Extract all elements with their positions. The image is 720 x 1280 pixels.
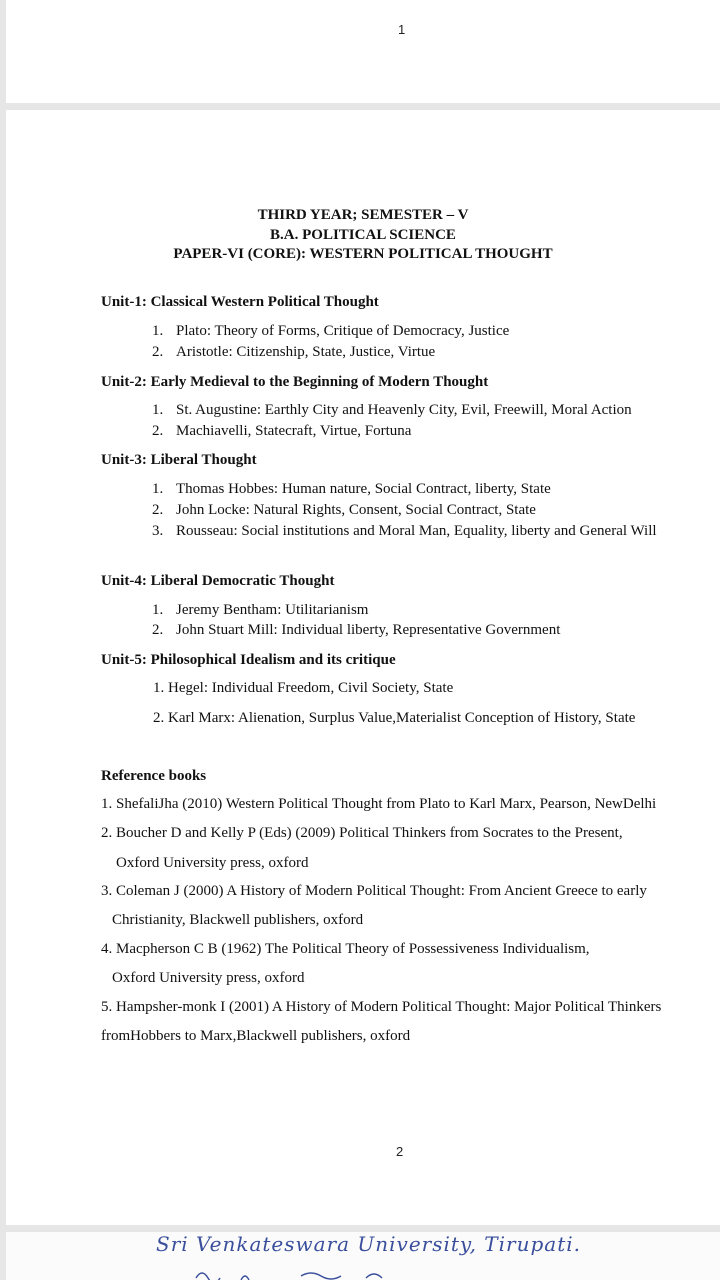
item-text: Thomas Hobbes: Human nature, Social Contract, liberty, State xyxy=(176,481,551,497)
unit-1-item-2 xyxy=(152,344,435,361)
header-line-2: B.A. POLITICAL SCIENCE xyxy=(270,226,456,243)
unit-5-item-1: 1. Hegel: Individual Freedom, Civil Society, State xyxy=(153,680,454,696)
unit-4-item-2 xyxy=(152,622,560,639)
unit-3-item-1 xyxy=(152,481,551,498)
item-number: 1. xyxy=(152,402,164,418)
item-number: 2. xyxy=(152,423,164,439)
reference-line-3: Oxford University press, oxford xyxy=(116,855,309,871)
item-text: St. Augustine: Earthly City and Heavenly City, Evil, Freewill, Moral Action xyxy=(176,402,632,418)
reference-line-8: 5. Hampsher-monk I (2001) A History of Modern Political Thought: Major Political Thinkers xyxy=(101,999,662,1015)
unit-4-title: Unit-4: Liberal Democratic Thought xyxy=(101,573,335,589)
item-text: Jeremy Bentham: Utilitarianism xyxy=(176,602,369,618)
handwriting-scribble xyxy=(191,1264,431,1280)
item-number: 2. xyxy=(152,344,164,360)
item-text: Rousseau: Social institutions and Moral Man, Equality, liberty and General Will xyxy=(176,523,657,539)
item-number: 2. xyxy=(152,622,164,638)
item-text: John Stuart Mill: Individual liberty, Representative Government xyxy=(176,622,561,638)
unit-3-item-3 xyxy=(152,523,657,540)
reference-line-9: fromHobbers to Marx,Blackwell publishers, oxford xyxy=(101,1028,411,1044)
item-number: 3. xyxy=(152,523,164,539)
reference-line-2: 2. Boucher D and Kelly P (Eds) (2009) Political Thinkers from Socrates to the Present, xyxy=(101,825,623,841)
unit-2-item-2 xyxy=(152,423,411,440)
unit-2-title: Unit-2: Early Medieval to the Beginning of Modern Thought xyxy=(101,374,489,390)
unit-1-item-1 xyxy=(152,323,509,340)
item-text: Plato: Theory of Forms, Critique of Democracy, Justice xyxy=(176,323,510,339)
reference-line-1: 1. ShefaliJha (2010) Western Political Thought from Plato to Karl Marx, Pearson, NewDelhi xyxy=(101,796,657,812)
item-number: 1. xyxy=(152,323,164,339)
page-number: 1 xyxy=(398,22,406,37)
reference-line-4: 3. Coleman J (2000) A History of Modern Political Thought: From Ancient Greece to early xyxy=(101,883,647,899)
item-number: 1. xyxy=(152,602,164,618)
reference-line-6: 4. Macpherson C B (1962) The Political Theory of Possessiveness Individualism, xyxy=(101,941,590,957)
page-number: 2 xyxy=(396,1144,404,1159)
header-line-3: PAPER-VI (CORE): WESTERN POLITICAL THOUGHT xyxy=(173,246,553,262)
unit-2-item-1 xyxy=(152,402,632,419)
page-1 xyxy=(6,0,720,103)
unit-1-title: Unit-1: Classical Western Political Thought xyxy=(101,294,379,310)
document-header xyxy=(6,206,720,265)
unit-5-title: Unit-5: Philosophical Idealism and its critique xyxy=(101,652,396,668)
header-line-1: THIRD YEAR; SEMESTER – V xyxy=(257,207,469,223)
reference-line-5: Christianity, Blackwell publishers, oxford xyxy=(112,912,364,928)
reference-heading: Reference books xyxy=(101,768,207,784)
item-number: 1. xyxy=(152,481,164,497)
item-text: John Locke: Natural Rights, Consent, Social Contract, State xyxy=(176,502,536,518)
page-3 xyxy=(6,1232,720,1280)
unit-4-item-1 xyxy=(152,602,368,619)
unit-5-item-2: 2. Karl Marx: Alienation, Surplus Value,Materialist Conception of History, State xyxy=(153,710,636,726)
item-text: Aristotle: Citizenship, State, Justice, Virtue xyxy=(176,344,436,360)
unit-3-item-2 xyxy=(152,502,536,519)
item-number: 2. xyxy=(152,502,164,518)
reference-line-7: Oxford University press, oxford xyxy=(112,970,305,986)
unit-3-title: Unit-3: Liberal Thought xyxy=(101,452,257,468)
handwritten-note: Sri Venkateswara University, Tirupati. xyxy=(156,1232,581,1256)
page-2 xyxy=(6,110,720,1225)
item-text: Machiavelli, Statecraft, Virtue, Fortuna xyxy=(176,423,412,439)
